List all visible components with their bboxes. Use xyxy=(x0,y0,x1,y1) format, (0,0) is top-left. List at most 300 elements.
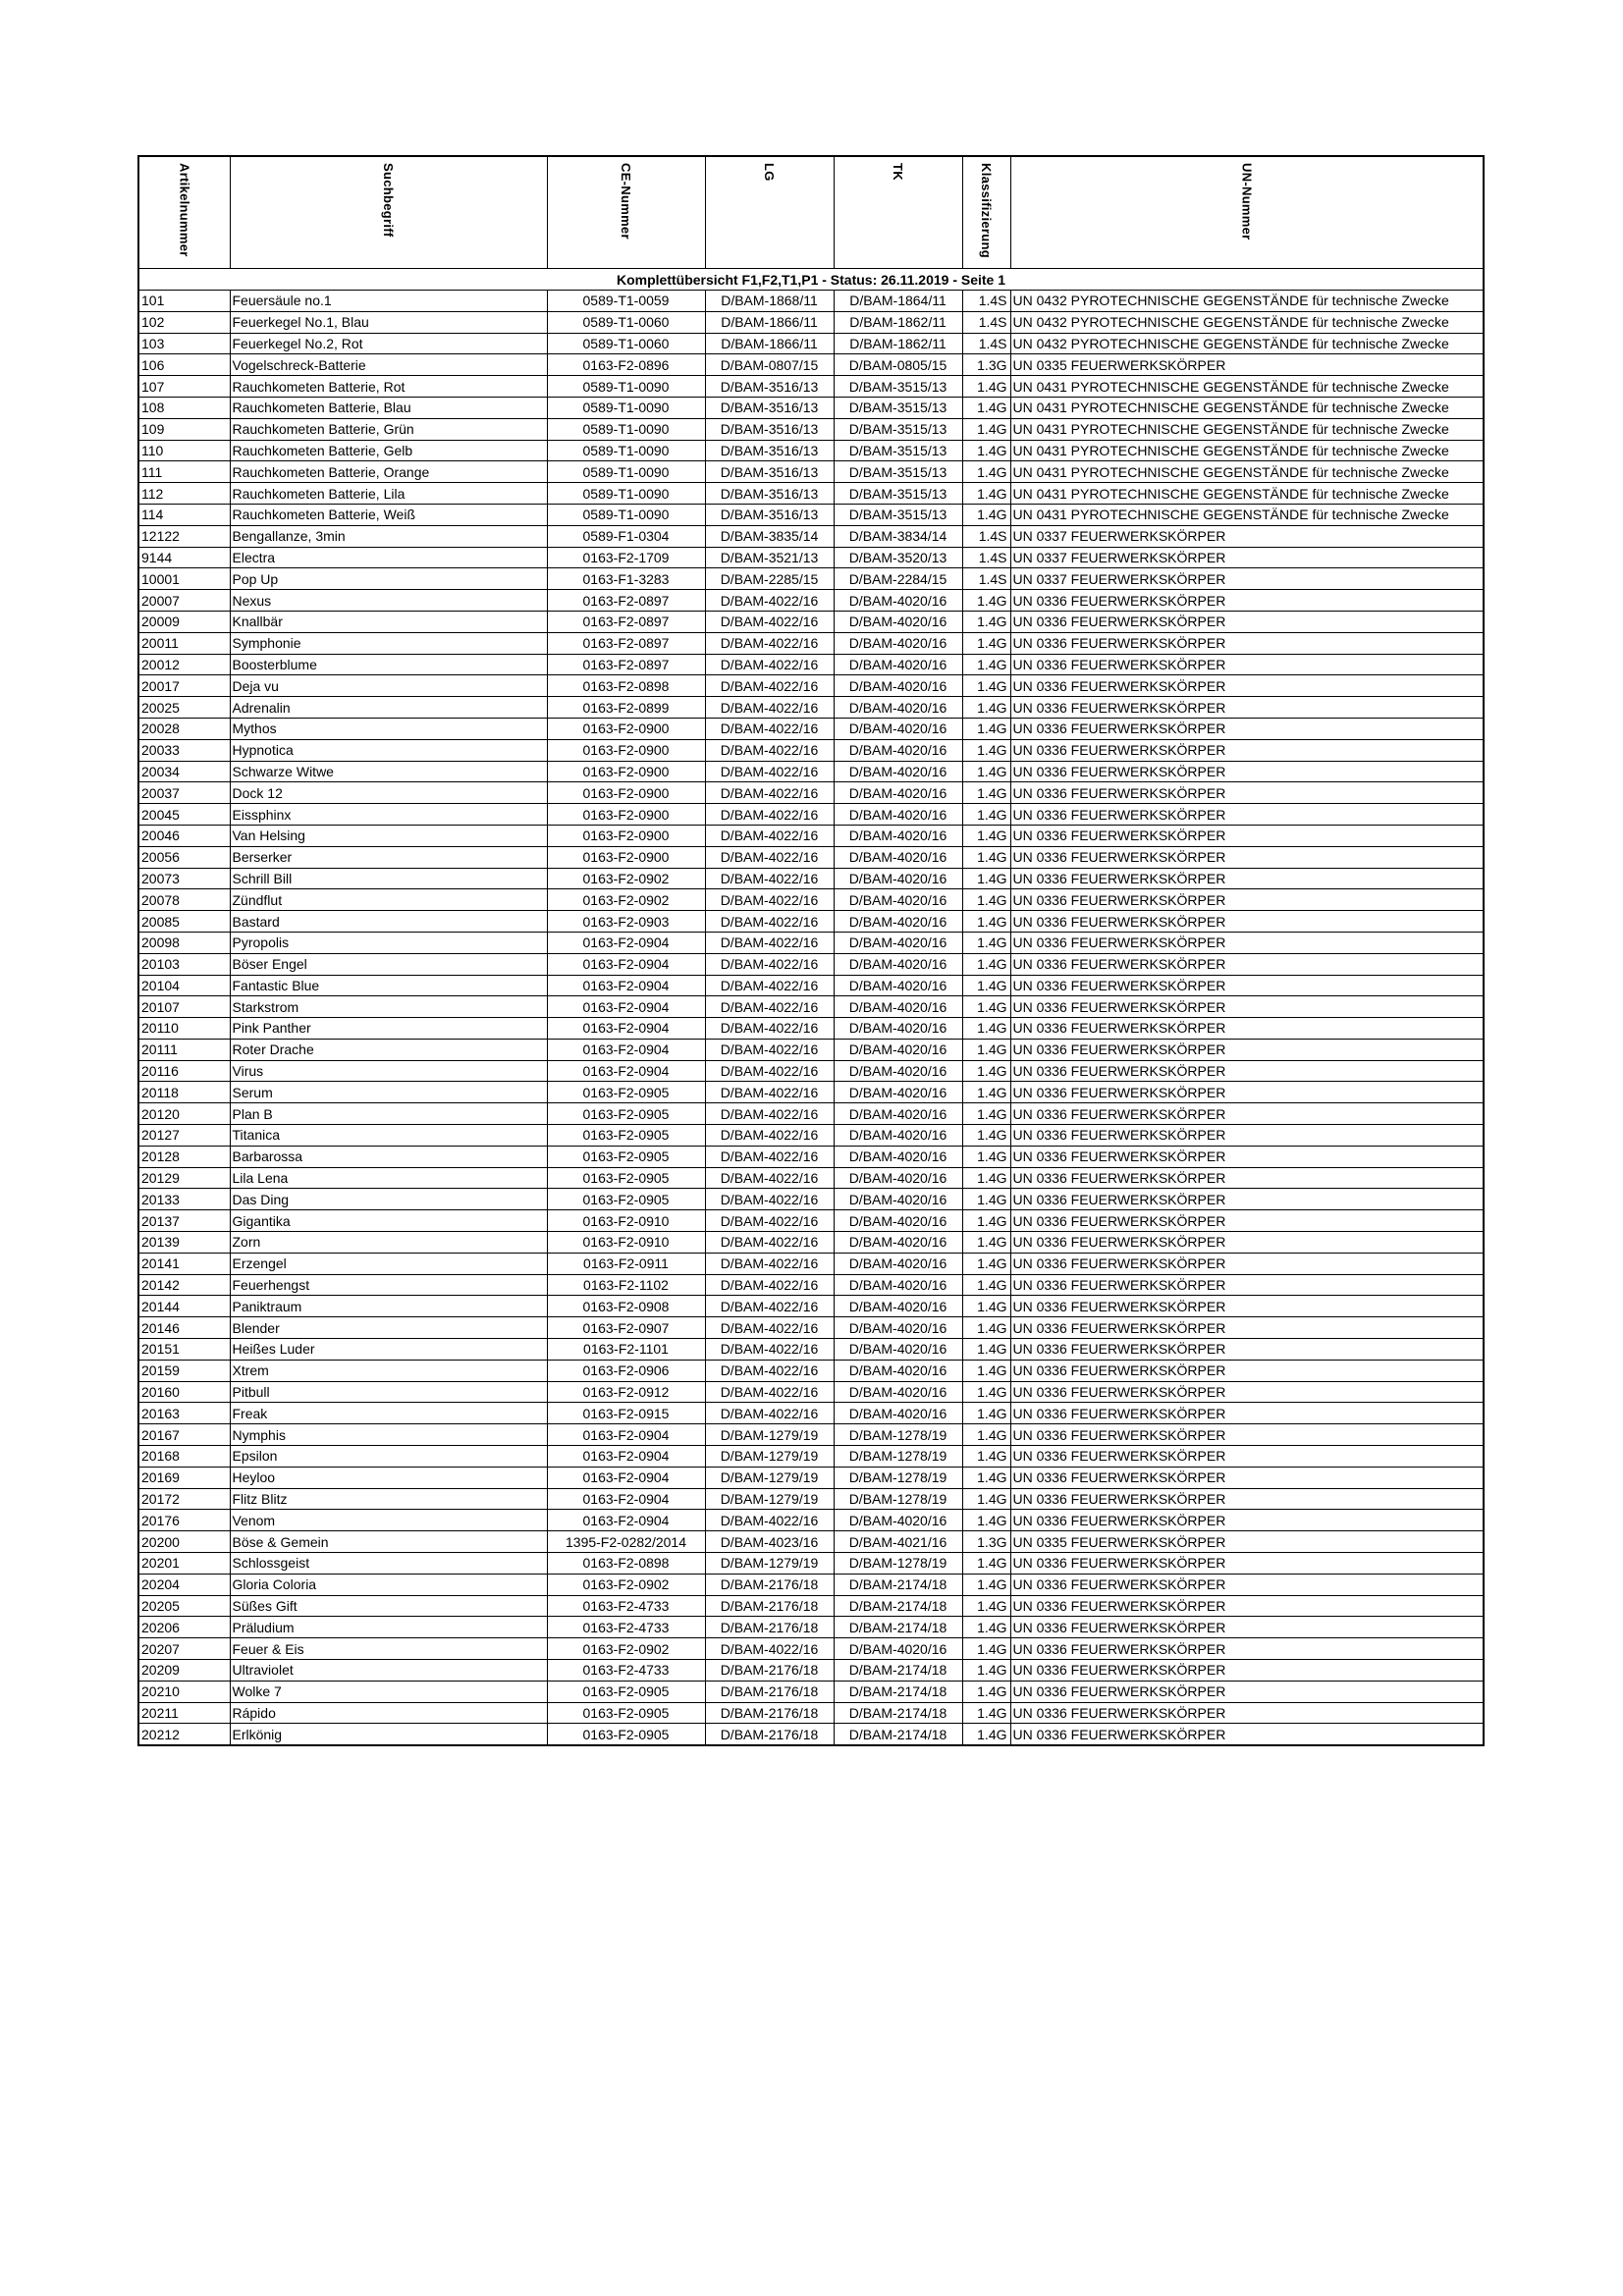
cell-tk: D/BAM-4020/16 xyxy=(834,996,962,1018)
cell-artikelnummer: 20207 xyxy=(138,1638,230,1660)
table-row xyxy=(138,483,1484,505)
table-row xyxy=(138,354,1484,376)
cell-klassifizierung: 1.4G xyxy=(962,1681,1010,1702)
cell-lg: D/BAM-4022/16 xyxy=(705,1082,834,1103)
cell-ce-nummer: 0163-F2-0907 xyxy=(547,1317,705,1339)
cell-ce-nummer: 0163-F2-0899 xyxy=(547,697,705,719)
cell-tk: D/BAM-4020/16 xyxy=(834,675,962,697)
cell-un-nummer: UN 0336 FEUERWERKSKÖRPER xyxy=(1010,675,1484,697)
cell-klassifizierung: 1.4G xyxy=(962,1510,1010,1531)
table-row xyxy=(138,1424,1484,1446)
cell-lg: D/BAM-1279/19 xyxy=(705,1424,834,1446)
table-row xyxy=(138,1381,1484,1403)
cell-ce-nummer: 0589-T1-0060 xyxy=(547,333,705,354)
cell-tk: D/BAM-4020/16 xyxy=(834,1317,962,1339)
cell-klassifizierung: 1.4S xyxy=(962,547,1010,568)
cell-lg: D/BAM-4023/16 xyxy=(705,1531,834,1553)
cell-artikelnummer: 20168 xyxy=(138,1446,230,1468)
cell-un-nummer: UN 0336 FEUERWERKSKÖRPER xyxy=(1010,718,1484,739)
cell-suchbegriff: Feuer & Eis xyxy=(230,1638,547,1660)
cell-klassifizierung: 1.4G xyxy=(962,1617,1010,1638)
cell-tk: D/BAM-4020/16 xyxy=(834,590,962,612)
cell-tk: D/BAM-2174/18 xyxy=(834,1617,962,1638)
cell-un-nummer: UN 0336 FEUERWERKSKÖRPER xyxy=(1010,846,1484,868)
cell-tk: D/BAM-4020/16 xyxy=(834,889,962,911)
cell-un-nummer: UN 0336 FEUERWERKSKÖRPER xyxy=(1010,1617,1484,1638)
cell-artikelnummer: 20116 xyxy=(138,1060,230,1082)
cell-ce-nummer: 0163-F2-0897 xyxy=(547,611,705,632)
cell-klassifizierung: 1.4G xyxy=(962,504,1010,525)
cell-suchbegriff: Pink Panther xyxy=(230,1018,547,1040)
table-row xyxy=(138,932,1484,953)
cell-ce-nummer: 0163-F2-0898 xyxy=(547,675,705,697)
cell-tk: D/BAM-2174/18 xyxy=(834,1660,962,1682)
cell-tk: D/BAM-2174/18 xyxy=(834,1681,962,1702)
cell-lg: D/BAM-4022/16 xyxy=(705,654,834,675)
cell-un-nummer: UN 0336 FEUERWERKSKÖRPER xyxy=(1010,1681,1484,1702)
cell-ce-nummer: 0163-F2-0905 xyxy=(547,1125,705,1147)
cell-lg: D/BAM-4022/16 xyxy=(705,868,834,889)
cell-suchbegriff: Heyloo xyxy=(230,1467,547,1488)
cell-lg: D/BAM-1279/19 xyxy=(705,1446,834,1468)
cell-ce-nummer: 0163-F2-1102 xyxy=(547,1274,705,1296)
cell-klassifizierung: 1.4G xyxy=(962,1253,1010,1274)
cell-un-nummer: UN 0431 PYROTECHNISCHE GEGENSTÄNDE für technische Zwecke xyxy=(1010,418,1484,440)
cell-ce-nummer: 0163-F2-0904 xyxy=(547,1424,705,1446)
cell-artikelnummer: 20033 xyxy=(138,739,230,761)
cell-suchbegriff: Ultraviolet xyxy=(230,1660,547,1682)
cell-un-nummer: UN 0336 FEUERWERKSKÖRPER xyxy=(1010,590,1484,612)
cell-klassifizierung: 1.4G xyxy=(962,590,1010,612)
cell-suchbegriff: Schlossgeist xyxy=(230,1553,547,1575)
cell-ce-nummer: 0163-F2-0904 xyxy=(547,1060,705,1082)
table-row xyxy=(138,996,1484,1018)
cell-un-nummer: UN 0336 FEUERWERKSKÖRPER xyxy=(1010,761,1484,782)
cell-suchbegriff: Deja vu xyxy=(230,675,547,697)
cell-ce-nummer: 0589-T1-0090 xyxy=(547,376,705,398)
cell-un-nummer: UN 0336 FEUERWERKSKÖRPER xyxy=(1010,1446,1484,1468)
cell-lg: D/BAM-4022/16 xyxy=(705,1296,834,1317)
cell-tk: D/BAM-4020/16 xyxy=(834,1232,962,1254)
cell-un-nummer: UN 0336 FEUERWERKSKÖRPER xyxy=(1010,1146,1484,1167)
table-row xyxy=(138,1189,1484,1210)
cell-suchbegriff: Hypnotica xyxy=(230,739,547,761)
cell-tk: D/BAM-1278/19 xyxy=(834,1467,962,1488)
cell-ce-nummer: 0163-F2-0903 xyxy=(547,911,705,933)
table-row xyxy=(138,1274,1484,1296)
table-row xyxy=(138,1082,1484,1103)
cell-un-nummer: UN 0432 PYROTECHNISCHE GEGENSTÄNDE für technische Zwecke xyxy=(1010,333,1484,354)
title-row xyxy=(138,269,1484,291)
cell-un-nummer: UN 0336 FEUERWERKSKÖRPER xyxy=(1010,804,1484,826)
cell-lg: D/BAM-4022/16 xyxy=(705,1253,834,1274)
cell-artikelnummer: 20211 xyxy=(138,1702,230,1724)
cell-lg: D/BAM-4022/16 xyxy=(705,846,834,868)
table-row xyxy=(138,504,1484,525)
cell-artikelnummer: 101 xyxy=(138,291,230,312)
cell-suchbegriff: Paniktraum xyxy=(230,1296,547,1317)
cell-lg: D/BAM-4022/16 xyxy=(705,932,834,953)
cell-artikelnummer: 106 xyxy=(138,354,230,376)
cell-ce-nummer: 0163-F2-0905 xyxy=(547,1146,705,1167)
cell-artikelnummer: 20107 xyxy=(138,996,230,1018)
cell-tk: D/BAM-1862/11 xyxy=(834,311,962,333)
cell-klassifizierung: 1.4G xyxy=(962,1467,1010,1488)
cell-un-nummer: UN 0336 FEUERWERKSKÖRPER xyxy=(1010,889,1484,911)
cell-lg: D/BAM-3516/13 xyxy=(705,418,834,440)
cell-klassifizierung: 1.4G xyxy=(962,675,1010,697)
cell-klassifizierung: 1.4G xyxy=(962,782,1010,804)
cell-lg: D/BAM-4022/16 xyxy=(705,761,834,782)
cell-tk: D/BAM-4020/16 xyxy=(834,868,962,889)
cell-lg: D/BAM-2176/18 xyxy=(705,1681,834,1702)
table-row xyxy=(138,1360,1484,1381)
cell-un-nummer: UN 0432 PYROTECHNISCHE GEGENSTÄNDE für technische Zwecke xyxy=(1010,291,1484,312)
cell-lg: D/BAM-4022/16 xyxy=(705,1232,834,1254)
cell-klassifizierung: 1.4G xyxy=(962,761,1010,782)
cell-lg: D/BAM-4022/16 xyxy=(705,1638,834,1660)
cell-tk: D/BAM-4021/16 xyxy=(834,1531,962,1553)
cell-tk: D/BAM-3515/13 xyxy=(834,461,962,483)
cell-lg: D/BAM-4022/16 xyxy=(705,1125,834,1147)
cell-un-nummer: UN 0336 FEUERWERKSKÖRPER xyxy=(1010,1724,1484,1745)
cell-klassifizierung: 1.4G xyxy=(962,1232,1010,1254)
cell-lg: D/BAM-4022/16 xyxy=(705,782,834,804)
cell-klassifizierung: 1.4G xyxy=(962,1039,1010,1060)
table-row xyxy=(138,376,1484,398)
cell-ce-nummer: 0163-F2-0911 xyxy=(547,1253,705,1274)
cell-un-nummer: UN 0335 FEUERWERKSKÖRPER xyxy=(1010,354,1484,376)
cell-ce-nummer: 0163-F2-0904 xyxy=(547,996,705,1018)
cell-tk: D/BAM-2174/18 xyxy=(834,1595,962,1617)
cell-klassifizierung: 1.4G xyxy=(962,1595,1010,1617)
cell-artikelnummer: 20103 xyxy=(138,953,230,975)
cell-suchbegriff: Fantastic Blue xyxy=(230,975,547,996)
cell-klassifizierung: 1.4G xyxy=(962,611,1010,632)
cell-lg: D/BAM-4022/16 xyxy=(705,1146,834,1167)
table-row xyxy=(138,1574,1484,1595)
cell-suchbegriff: Bastard xyxy=(230,911,547,933)
cell-ce-nummer: 0163-F2-0897 xyxy=(547,590,705,612)
cell-ce-nummer: 0589-T1-0090 xyxy=(547,397,705,418)
cell-lg: D/BAM-2176/18 xyxy=(705,1617,834,1638)
cell-un-nummer: UN 0336 FEUERWERKSKÖRPER xyxy=(1010,1660,1484,1682)
cell-artikelnummer: 108 xyxy=(138,397,230,418)
cell-ce-nummer: 0163-F2-0902 xyxy=(547,868,705,889)
cell-ce-nummer: 0163-F2-0904 xyxy=(547,1488,705,1510)
table-row xyxy=(138,675,1484,697)
cell-ce-nummer: 0163-F2-0900 xyxy=(547,739,705,761)
cell-suchbegriff: Rauchkometen Batterie, Rot xyxy=(230,376,547,398)
cell-suchbegriff: Zündflut xyxy=(230,889,547,911)
cell-klassifizierung: 1.4S xyxy=(962,311,1010,333)
cell-suchbegriff: Zorn xyxy=(230,1232,547,1254)
cell-tk: D/BAM-4020/16 xyxy=(834,911,962,933)
cell-un-nummer: UN 0336 FEUERWERKSKÖRPER xyxy=(1010,1060,1484,1082)
cell-klassifizierung: 1.4G xyxy=(962,1189,1010,1210)
cell-suchbegriff: Plan B xyxy=(230,1103,547,1125)
cell-ce-nummer: 0163-F2-0900 xyxy=(547,804,705,826)
cell-un-nummer: UN 0336 FEUERWERKSKÖRPER xyxy=(1010,825,1484,846)
cell-suchbegriff: Heißes Luder xyxy=(230,1339,547,1361)
cell-suchbegriff: Lila Lena xyxy=(230,1167,547,1189)
table-row xyxy=(138,397,1484,418)
cell-suchbegriff: Rápido xyxy=(230,1702,547,1724)
cell-un-nummer: UN 0431 PYROTECHNISCHE GEGENSTÄNDE für technische Zwecke xyxy=(1010,376,1484,398)
table-row xyxy=(138,975,1484,996)
cell-lg: D/BAM-4022/16 xyxy=(705,1039,834,1060)
cell-lg: D/BAM-4022/16 xyxy=(705,675,834,697)
cell-suchbegriff: Knallbär xyxy=(230,611,547,632)
cell-klassifizierung: 1.4S xyxy=(962,291,1010,312)
cell-lg: D/BAM-1866/11 xyxy=(705,333,834,354)
cell-ce-nummer: 0163-F2-0900 xyxy=(547,825,705,846)
cell-ce-nummer: 0163-F2-0905 xyxy=(547,1103,705,1125)
cell-suchbegriff: Rauchkometen Batterie, Blau xyxy=(230,397,547,418)
cell-un-nummer: UN 0336 FEUERWERKSKÖRPER xyxy=(1010,1018,1484,1040)
cell-artikelnummer: 20078 xyxy=(138,889,230,911)
cell-tk: D/BAM-4020/16 xyxy=(834,804,962,826)
table-row xyxy=(138,1125,1484,1147)
header-lg: LG xyxy=(705,156,834,269)
table-row xyxy=(138,953,1484,975)
cell-ce-nummer: 0163-F2-1709 xyxy=(547,547,705,568)
cell-suchbegriff: Feuerkegel No.1, Blau xyxy=(230,311,547,333)
cell-artikelnummer: 20160 xyxy=(138,1381,230,1403)
cell-tk: D/BAM-4020/16 xyxy=(834,1339,962,1361)
cell-un-nummer: UN 0336 FEUERWERKSKÖRPER xyxy=(1010,1253,1484,1274)
cell-suchbegriff: Feuerkegel No.2, Rot xyxy=(230,333,547,354)
table-row xyxy=(138,311,1484,333)
cell-lg: D/BAM-4022/16 xyxy=(705,953,834,975)
cell-tk: D/BAM-4020/16 xyxy=(834,761,962,782)
cell-un-nummer: UN 0336 FEUERWERKSKÖRPER xyxy=(1010,1232,1484,1254)
table-row xyxy=(138,697,1484,719)
cell-un-nummer: UN 0336 FEUERWERKSKÖRPER xyxy=(1010,1403,1484,1424)
cell-tk: D/BAM-4020/16 xyxy=(834,1039,962,1060)
cell-artikelnummer: 102 xyxy=(138,311,230,333)
table-row xyxy=(138,1317,1484,1339)
cell-klassifizierung: 1.4G xyxy=(962,868,1010,889)
header-artikelnummer: Artikelnummer xyxy=(138,156,230,269)
cell-ce-nummer: 1395-F2-0282/2014 xyxy=(547,1531,705,1553)
cell-artikelnummer: 114 xyxy=(138,504,230,525)
cell-ce-nummer: 0163-F2-0900 xyxy=(547,761,705,782)
cell-un-nummer: UN 0336 FEUERWERKSKÖRPER xyxy=(1010,1274,1484,1296)
cell-lg: D/BAM-2176/18 xyxy=(705,1702,834,1724)
cell-lg: D/BAM-4022/16 xyxy=(705,697,834,719)
cell-klassifizierung: 1.4G xyxy=(962,461,1010,483)
cell-lg: D/BAM-4022/16 xyxy=(705,1510,834,1531)
cell-ce-nummer: 0163-F2-0905 xyxy=(547,1082,705,1103)
cell-suchbegriff: Freak xyxy=(230,1403,547,1424)
cell-artikelnummer: 12122 xyxy=(138,525,230,547)
cell-tk: D/BAM-1278/19 xyxy=(834,1553,962,1575)
cell-artikelnummer: 10001 xyxy=(138,568,230,590)
cell-ce-nummer: 0589-T1-0059 xyxy=(547,291,705,312)
cell-klassifizierung: 1.4G xyxy=(962,440,1010,461)
cell-klassifizierung: 1.4G xyxy=(962,1403,1010,1424)
cell-tk: D/BAM-4020/16 xyxy=(834,611,962,632)
cell-ce-nummer: 0163-F2-0902 xyxy=(547,1574,705,1595)
cell-un-nummer: UN 0431 PYROTECHNISCHE GEGENSTÄNDE für technische Zwecke xyxy=(1010,483,1484,505)
table-row xyxy=(138,1210,1484,1232)
cell-tk: D/BAM-2174/18 xyxy=(834,1702,962,1724)
cell-artikelnummer: 20025 xyxy=(138,697,230,719)
cell-lg: D/BAM-2285/15 xyxy=(705,568,834,590)
table-row xyxy=(138,1553,1484,1575)
cell-un-nummer: UN 0431 PYROTECHNISCHE GEGENSTÄNDE für technische Zwecke xyxy=(1010,504,1484,525)
cell-suchbegriff: Rauchkometen Batterie, Grün xyxy=(230,418,547,440)
cell-suchbegriff: Epsilon xyxy=(230,1446,547,1468)
cell-klassifizierung: 1.4G xyxy=(962,1360,1010,1381)
cell-un-nummer: UN 0336 FEUERWERKSKÖRPER xyxy=(1010,1125,1484,1147)
cell-suchbegriff: Bengallanze, 3min xyxy=(230,525,547,547)
cell-klassifizierung: 1.4G xyxy=(962,1296,1010,1317)
cell-suchbegriff: Dock 12 xyxy=(230,782,547,804)
cell-lg: D/BAM-1866/11 xyxy=(705,311,834,333)
cell-suchbegriff: Böse & Gemein xyxy=(230,1531,547,1553)
cell-tk: D/BAM-4020/16 xyxy=(834,1210,962,1232)
cell-un-nummer: UN 0337 FEUERWERKSKÖRPER xyxy=(1010,547,1484,568)
cell-un-nummer: UN 0336 FEUERWERKSKÖRPER xyxy=(1010,1317,1484,1339)
cell-lg: D/BAM-3521/13 xyxy=(705,547,834,568)
cell-klassifizierung: 1.4G xyxy=(962,418,1010,440)
cell-suchbegriff: Rauchkometen Batterie, Lila xyxy=(230,483,547,505)
cell-suchbegriff: Mythos xyxy=(230,718,547,739)
cell-artikelnummer: 110 xyxy=(138,440,230,461)
cell-ce-nummer: 0163-F2-0905 xyxy=(547,1681,705,1702)
table-row xyxy=(138,761,1484,782)
cell-tk: D/BAM-3520/13 xyxy=(834,547,962,568)
cell-ce-nummer: 0163-F2-0900 xyxy=(547,846,705,868)
cell-tk: D/BAM-3515/13 xyxy=(834,440,962,461)
cell-klassifizierung: 1.3G xyxy=(962,1531,1010,1553)
table-row xyxy=(138,1446,1484,1468)
cell-un-nummer: UN 0336 FEUERWERKSKÖRPER xyxy=(1010,1082,1484,1103)
cell-artikelnummer: 20110 xyxy=(138,1018,230,1040)
cell-suchbegriff: Blender xyxy=(230,1317,547,1339)
header-suchbegriff: Suchbegriff xyxy=(230,156,547,269)
cell-artikelnummer: 20163 xyxy=(138,1403,230,1424)
cell-klassifizierung: 1.4G xyxy=(962,825,1010,846)
cell-un-nummer: UN 0336 FEUERWERKSKÖRPER xyxy=(1010,1702,1484,1724)
cell-ce-nummer: 0589-T1-0090 xyxy=(547,483,705,505)
cell-un-nummer: UN 0336 FEUERWERKSKÖRPER xyxy=(1010,953,1484,975)
cell-ce-nummer: 0589-T1-0090 xyxy=(547,418,705,440)
table-row xyxy=(138,889,1484,911)
table-row xyxy=(138,1296,1484,1317)
cell-ce-nummer: 0163-F2-0904 xyxy=(547,975,705,996)
cell-lg: D/BAM-4022/16 xyxy=(705,825,834,846)
cell-suchbegriff: Feuerhengst xyxy=(230,1274,547,1296)
table-title: Komplettübersicht F1,F2,T1,P1 - Status: 26.11.2019 - Seite 1 xyxy=(138,269,1484,291)
cell-tk: D/BAM-2174/18 xyxy=(834,1724,962,1745)
cell-tk: D/BAM-4020/16 xyxy=(834,975,962,996)
cell-lg: D/BAM-3516/13 xyxy=(705,461,834,483)
cell-klassifizierung: 1.4G xyxy=(962,1125,1010,1147)
cell-tk: D/BAM-4020/16 xyxy=(834,1103,962,1125)
cell-suchbegriff: Pyropolis xyxy=(230,932,547,953)
cell-klassifizierung: 1.4G xyxy=(962,1339,1010,1361)
cell-suchbegriff: Boosterblume xyxy=(230,654,547,675)
cell-lg: D/BAM-4022/16 xyxy=(705,1103,834,1125)
cell-klassifizierung: 1.4G xyxy=(962,1082,1010,1103)
cell-ce-nummer: 0163-F2-0905 xyxy=(547,1189,705,1210)
cell-tk: D/BAM-4020/16 xyxy=(834,1060,962,1082)
cell-ce-nummer: 0163-F2-4733 xyxy=(547,1595,705,1617)
cell-klassifizierung: 1.4G xyxy=(962,846,1010,868)
cell-klassifizierung: 1.4G xyxy=(962,1638,1010,1660)
table-row xyxy=(138,782,1484,804)
cell-artikelnummer: 20028 xyxy=(138,718,230,739)
cell-suchbegriff: Barbarossa xyxy=(230,1146,547,1167)
cell-ce-nummer: 0163-F2-0906 xyxy=(547,1360,705,1381)
cell-klassifizierung: 1.4G xyxy=(962,996,1010,1018)
cell-lg: D/BAM-0807/15 xyxy=(705,354,834,376)
cell-tk: D/BAM-4020/16 xyxy=(834,825,962,846)
cell-tk: D/BAM-4020/16 xyxy=(834,718,962,739)
cell-un-nummer: UN 0336 FEUERWERKSKÖRPER xyxy=(1010,1467,1484,1488)
cell-lg: D/BAM-2176/18 xyxy=(705,1724,834,1745)
cell-lg: D/BAM-4022/16 xyxy=(705,718,834,739)
cell-lg: D/BAM-4022/16 xyxy=(705,1210,834,1232)
cell-ce-nummer: 0163-F2-0908 xyxy=(547,1296,705,1317)
cell-artikelnummer: 20046 xyxy=(138,825,230,846)
table-row xyxy=(138,1595,1484,1617)
cell-artikelnummer: 20210 xyxy=(138,1681,230,1702)
cell-suchbegriff: Vogelschreck-Batterie xyxy=(230,354,547,376)
cell-ce-nummer: 0163-F2-0905 xyxy=(547,1167,705,1189)
cell-klassifizierung: 1.4G xyxy=(962,932,1010,953)
cell-klassifizierung: 1.4G xyxy=(962,1018,1010,1040)
cell-lg: D/BAM-4022/16 xyxy=(705,1381,834,1403)
cell-ce-nummer: 0163-F2-0896 xyxy=(547,354,705,376)
cell-artikelnummer: 20209 xyxy=(138,1660,230,1682)
cell-artikelnummer: 20141 xyxy=(138,1253,230,1274)
cell-ce-nummer: 0589-T1-0090 xyxy=(547,461,705,483)
cell-tk: D/BAM-1278/19 xyxy=(834,1424,962,1446)
cell-un-nummer: UN 0336 FEUERWERKSKÖRPER xyxy=(1010,1210,1484,1232)
cell-lg: D/BAM-3516/13 xyxy=(705,376,834,398)
cell-lg: D/BAM-4022/16 xyxy=(705,996,834,1018)
cell-un-nummer: UN 0432 PYROTECHNISCHE GEGENSTÄNDE für technische Zwecke xyxy=(1010,311,1484,333)
cell-lg: D/BAM-3516/13 xyxy=(705,440,834,461)
cell-un-nummer: UN 0336 FEUERWERKSKÖRPER xyxy=(1010,1553,1484,1575)
cell-tk: D/BAM-4020/16 xyxy=(834,739,962,761)
cell-suchbegriff: Böser Engel xyxy=(230,953,547,975)
cell-ce-nummer: 0163-F2-1101 xyxy=(547,1339,705,1361)
cell-tk: D/BAM-4020/16 xyxy=(834,932,962,953)
table-row xyxy=(138,1403,1484,1424)
cell-tk: D/BAM-4020/16 xyxy=(834,1296,962,1317)
cell-un-nummer: UN 0336 FEUERWERKSKÖRPER xyxy=(1010,1189,1484,1210)
cell-artikelnummer: 20045 xyxy=(138,804,230,826)
table-row xyxy=(138,440,1484,461)
cell-lg: D/BAM-4022/16 xyxy=(705,632,834,654)
cell-artikelnummer: 20007 xyxy=(138,590,230,612)
cell-un-nummer: UN 0336 FEUERWERKSKÖRPER xyxy=(1010,868,1484,889)
cell-suchbegriff: Rauchkometen Batterie, Orange xyxy=(230,461,547,483)
cell-tk: D/BAM-2284/15 xyxy=(834,568,962,590)
cell-klassifizierung: 1.4G xyxy=(962,1702,1010,1724)
cell-lg: D/BAM-3835/14 xyxy=(705,525,834,547)
cell-artikelnummer: 112 xyxy=(138,483,230,505)
table-row xyxy=(138,1681,1484,1702)
header-tk: TK xyxy=(834,156,962,269)
cell-lg: D/BAM-4022/16 xyxy=(705,1018,834,1040)
cell-klassifizierung: 1.4G xyxy=(962,1274,1010,1296)
